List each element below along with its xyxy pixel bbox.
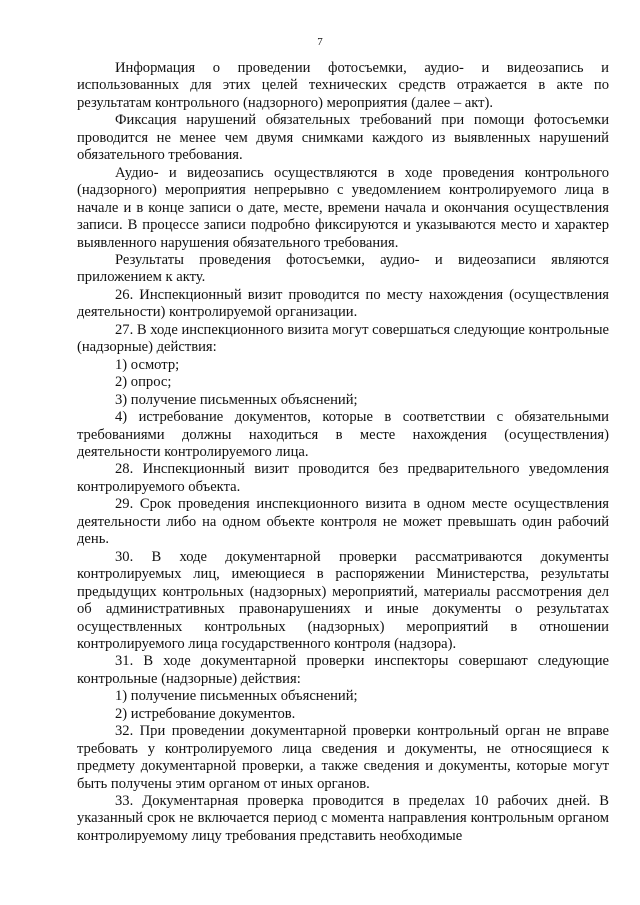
page-number: 7	[317, 36, 323, 48]
paragraph-30: 30. В ходе документарной проверки рассматриваются документы контролируемых лиц, имеющиеся в распоряжении Министерства, результаты предыдущих контрольных (надзорных) мероприятий, материалы рассмотрения дел об административных правонарушениях и иные документы о результатах осуществленных контрольных (надзорных) мероприятий в отношении контролируемого лица государственного контроля (надзора).	[77, 548, 609, 652]
list-item-inspection-3: 3) получение письменных объяснений;	[115, 391, 358, 408]
paragraph-26: 26. Инспекционный визит проводится по месту нахождения (осуществления деятельности) контролируемой организации.	[77, 286, 609, 321]
list-item-inspection-1: 1) осмотр;	[115, 356, 180, 373]
paragraph-photo-info: Информация о проведении фотосъемки, аудио- и видеозапись и использованных для этих целей технических средств отражается в акте по результатам контрольного (надзорного) мероприятия (далее – акт).	[77, 60, 609, 111]
list-item-inspection-4: 4) истребование документов, которые в соответствии с обязательными требованиями должны находиться в месте нахождения (осуществления) деятельности контролируемого лица.	[77, 409, 609, 460]
paragraph-results-appendix: Результаты проведения фотосъемки, аудио- и видеозаписи являются приложением к акту.	[77, 251, 609, 286]
paragraph-photo-fixation: Фиксация нарушений обязательных требований при помощи фотосъемки проводится не менее чем двумя снимками каждого из выявленных нарушений обязательного требования.	[77, 112, 609, 164]
paragraph-audio-video: Аудио- и видеозапись осуществляются в ходе проведения контрольного (надзорного) мероприятия непрерывно с уведомлением контролируемого лица в начале и в конце записи о дате, месте, времени начала и окончания осуществления записи. В процессе записи подробно фиксируются и указываются место и характер выявленного нарушения обязательного требования.	[77, 164, 609, 251]
paragraph-31: 31. В ходе документарной проверки инспекторы совершают следующие контрольные (надзорные) действия:	[77, 653, 609, 687]
paragraph-33: 33. Документарная проверка проводится в пределах 10 рабочих дней. В указанный срок не включается период с момента направления контрольным органом контролируемому лицу требования представить необходимые	[77, 793, 609, 844]
list-item-documentary-2: 2) истребование документов.	[115, 705, 296, 722]
paragraph-32: 32. При проведении документарной проверки контрольный орган не вправе требовать у контролируемого лица сведения и документы, не относящиеся к предмету документарной проверки, а также сведения и документы, которые могут быть получены этим органом от иных органов.	[77, 723, 609, 792]
list-item-inspection-2: 2) опрос;	[115, 374, 172, 391]
paragraph-28: 28. Инспекционный визит проводится без предварительного уведомления контролируемого объекта.	[77, 461, 609, 495]
paragraph-29: 29. Срок проведения инспекционного визита в одном месте осуществления деятельности либо на одном объекте контроля не может превышать один рабочий день.	[77, 496, 609, 548]
document-body	[77, 60, 609, 845]
paragraph-27: 27. В ходе инспекционного визита могут совершаться следующие контрольные (надзорные) действия:	[77, 321, 609, 356]
list-item-documentary-1: 1) получение письменных объяснений;	[115, 688, 358, 705]
